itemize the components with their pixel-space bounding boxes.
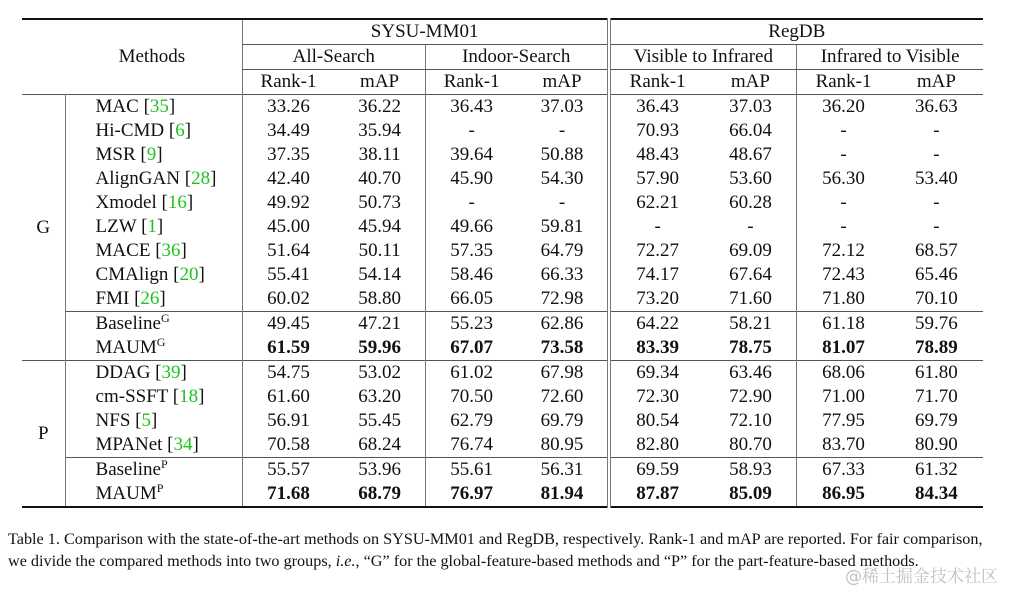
method-name-cell: Xmodel [16] <box>95 192 194 213</box>
value-cell: 54.14 <box>358 264 401 285</box>
table-row <box>22 312 983 337</box>
value-cell: 55.41 <box>242 263 334 287</box>
citation-link[interactable]: 26 <box>140 288 160 309</box>
value-cell: 42.40 <box>242 167 334 191</box>
value-cell: 81.07 <box>797 336 890 361</box>
method-name-cell: MSR [9] <box>95 144 163 165</box>
value-cell: 65.46 <box>915 264 958 285</box>
value-cell: 53.60 <box>729 168 772 189</box>
dataset-header-sysu: SYSU-MM01 <box>242 19 608 45</box>
value-cell: 66.04 <box>729 120 772 141</box>
group-label: G <box>22 95 65 361</box>
value-cell: 70.58 <box>242 433 334 458</box>
value-cell: 77.95 <box>797 409 890 433</box>
method-name: NFS <box>95 410 131 431</box>
table-row <box>22 336 983 361</box>
method-name: cm-SSFT <box>95 386 169 407</box>
value-cell: 36.43 <box>609 95 705 120</box>
value-cell: 69.79 <box>540 410 584 431</box>
method-name: Baseline <box>95 313 161 334</box>
value-cell: 61.59 <box>242 336 334 361</box>
method-name: LZW <box>95 216 137 237</box>
metric-header: Rank-1 <box>242 70 334 95</box>
method-name-cell: MACE [36] <box>95 240 187 261</box>
value-cell: 48.43 <box>609 143 705 167</box>
value-cell: 40.70 <box>358 168 401 189</box>
table-row <box>22 385 983 409</box>
value-cell: 67.98 <box>517 361 608 386</box>
table-row <box>22 263 983 287</box>
value-cell: 83.70 <box>797 433 890 458</box>
value-cell: 53.40 <box>915 168 958 189</box>
value-cell: 50.73 <box>358 192 401 213</box>
value-cell: 67.64 <box>729 264 772 285</box>
citation-link[interactable]: 35 <box>149 96 169 117</box>
value-cell: 54.30 <box>540 168 584 189</box>
value-cell: 70.93 <box>609 119 705 143</box>
value-cell: 61.80 <box>890 361 983 386</box>
value-cell: 56.31 <box>517 458 608 483</box>
method-superscript: P <box>160 457 168 471</box>
value-cell: 64.22 <box>609 312 705 337</box>
methods-header: Methods <box>22 19 242 95</box>
value-cell: 50.11 <box>358 240 401 261</box>
value-cell: 78.89 <box>915 337 958 358</box>
method-name-cell: NFS [5] <box>95 410 158 431</box>
method-name: FMI <box>95 288 130 309</box>
value-cell: 62.86 <box>517 312 608 337</box>
citation-link[interactable]: 6 <box>175 120 185 141</box>
value-cell: 76.97 <box>425 482 517 507</box>
value-cell: 49.45 <box>242 312 334 337</box>
value-cell: 60.28 <box>729 192 772 213</box>
value-cell: 70.50 <box>425 385 517 409</box>
value-cell: 45.90 <box>425 167 517 191</box>
method-name: MAUM <box>95 337 157 358</box>
method-name-cell: cm-SSFT [18] <box>95 386 205 407</box>
value-cell: 59.96 <box>358 337 401 358</box>
value-cell: 57.90 <box>609 167 705 191</box>
header-row-datasets <box>22 19 983 45</box>
value-cell: 68.79 <box>334 482 425 507</box>
value-cell: - <box>558 192 566 213</box>
table-row <box>22 95 983 120</box>
value-cell: 58.80 <box>358 288 401 309</box>
value-cell: 55.23 <box>425 312 517 337</box>
citation-link[interactable]: 18 <box>179 386 199 407</box>
value-cell: 71.00 <box>797 385 890 409</box>
watermark: @稀土掘金技术社区 <box>845 567 998 587</box>
value-cell: 36.63 <box>890 95 983 120</box>
value-cell: 58.21 <box>705 312 797 337</box>
value-cell: 73.20 <box>609 287 705 312</box>
citation-link[interactable]: 36 <box>161 240 181 261</box>
value-cell: 60.02 <box>242 287 334 312</box>
value-cell: 80.54 <box>609 409 705 433</box>
metric-header: mAP <box>360 71 400 92</box>
citation-link[interactable]: 9 <box>146 144 157 165</box>
method-name: MAC <box>95 96 139 117</box>
value-cell: 39.64 <box>425 143 517 167</box>
value-cell: 57.35 <box>425 239 517 263</box>
value-cell: 86.95 <box>797 482 890 507</box>
value-cell: 66.05 <box>425 287 517 312</box>
citation-link[interactable]: 34 <box>173 434 193 455</box>
value-cell: 80.90 <box>915 434 958 455</box>
table-row <box>22 239 983 263</box>
value-cell: - <box>933 120 940 141</box>
value-cell: 36.20 <box>797 95 890 120</box>
method-name-cell <box>65 336 242 361</box>
value-cell: 61.02 <box>425 361 517 386</box>
value-cell: 67.33 <box>797 458 890 483</box>
citation-link[interactable]: 16 <box>167 192 187 213</box>
setting-header-indoor-search: Indoor-Search <box>425 45 608 70</box>
value-cell: 71.60 <box>729 288 772 309</box>
value-cell: 66.33 <box>540 264 584 285</box>
value-cell: 69.59 <box>609 458 705 483</box>
value-cell: 72.98 <box>540 288 584 309</box>
value-cell: 61.32 <box>890 458 983 483</box>
value-cell: 69.79 <box>915 410 958 431</box>
method-name: MAUM <box>95 483 157 504</box>
method-name-cell: MAC [35] <box>65 95 242 120</box>
method-name-cell <box>65 482 242 507</box>
value-cell: 61.60 <box>242 385 334 409</box>
metric-header: mAP <box>730 71 770 92</box>
table-row <box>22 191 983 215</box>
value-cell: - <box>797 215 890 239</box>
value-cell: 69.34 <box>609 361 705 386</box>
setting-header-all-search: All-Search <box>242 45 425 70</box>
value-cell: 45.00 <box>242 215 334 239</box>
value-cell: 68.06 <box>797 361 890 386</box>
value-cell: 76.74 <box>425 433 517 458</box>
value-cell: 67.07 <box>425 336 517 361</box>
value-cell: 72.27 <box>609 239 705 263</box>
value-cell: 70.10 <box>915 288 958 309</box>
table-row <box>22 409 983 433</box>
value-cell: 80.95 <box>540 434 584 455</box>
table-row <box>22 458 983 483</box>
value-cell: 48.67 <box>729 144 772 165</box>
table-row <box>22 482 983 507</box>
value-cell: 68.57 <box>915 240 958 261</box>
value-cell: 54.75 <box>242 361 334 386</box>
method-name-cell: MPANet [34] <box>95 434 199 455</box>
value-cell: 84.34 <box>890 482 983 507</box>
value-cell: 78.75 <box>729 337 772 358</box>
value-cell: - <box>797 143 890 167</box>
method-name-cell: CMAlign [20] <box>95 264 205 285</box>
value-cell: 59.81 <box>540 216 584 237</box>
value-cell: - <box>425 191 517 215</box>
value-cell: 80.70 <box>729 434 772 455</box>
value-cell: 82.80 <box>609 433 705 458</box>
value-cell: 72.60 <box>540 386 584 407</box>
value-cell: 55.45 <box>358 410 401 431</box>
table-row <box>22 433 983 458</box>
metric-header: Rank-1 <box>609 70 705 95</box>
method-superscript: G <box>160 311 170 325</box>
group-label: P <box>22 361 65 508</box>
value-cell: 50.88 <box>540 144 584 165</box>
citation-link[interactable]: 39 <box>161 362 181 383</box>
value-cell: - <box>609 215 705 239</box>
value-cell: 62.79 <box>425 409 517 433</box>
table-row <box>22 361 983 386</box>
value-cell: 36.43 <box>425 95 517 120</box>
value-cell: 72.30 <box>609 385 705 409</box>
value-cell: 56.30 <box>797 167 890 191</box>
method-name-cell <box>65 458 242 483</box>
method-superscript: G <box>156 335 166 349</box>
metric-header: mAP <box>542 71 582 92</box>
value-cell: 83.39 <box>609 336 705 361</box>
value-cell: 62.21 <box>609 191 705 215</box>
value-cell: 49.66 <box>425 215 517 239</box>
value-cell: 35.94 <box>358 120 401 141</box>
value-cell: 53.96 <box>334 458 425 483</box>
value-cell: 33.26 <box>242 95 334 120</box>
value-cell: 71.68 <box>242 482 334 507</box>
value-cell: 56.91 <box>242 409 334 433</box>
caption-ie: i.e. <box>335 552 356 570</box>
value-cell: - <box>797 119 890 143</box>
value-cell: 64.79 <box>540 240 584 261</box>
table-row <box>22 167 983 191</box>
method-name-cell: Hi-CMD [6] <box>95 120 192 141</box>
value-cell: 72.90 <box>729 386 772 407</box>
table-row <box>22 287 983 312</box>
value-cell: - <box>933 216 940 237</box>
method-name: DDAG <box>95 362 151 383</box>
citation-link[interactable]: 20 <box>179 264 199 285</box>
method-name-cell: LZW [1] <box>95 216 164 237</box>
method-superscript: P <box>156 481 164 495</box>
value-cell: 45.94 <box>358 216 401 237</box>
value-cell: 74.17 <box>609 263 705 287</box>
method-name: AlignGAN <box>95 168 180 189</box>
table-row <box>22 143 983 167</box>
comparison-table <box>22 18 983 508</box>
value-cell: 87.87 <box>609 482 705 507</box>
value-cell: 69.09 <box>729 240 772 261</box>
setting-header-visible-to-infrared: Visible to Infrared <box>609 45 797 70</box>
value-cell: 58.93 <box>705 458 797 483</box>
metric-header: mAP <box>916 71 956 92</box>
value-cell: 63.46 <box>705 361 797 386</box>
table-row <box>22 119 983 143</box>
value-cell: - <box>933 144 940 165</box>
citation-link[interactable]: 1 <box>147 216 157 237</box>
setting-header-infrared-to-visible: Infrared to Visible <box>797 45 983 70</box>
method-name: Xmodel <box>95 192 157 213</box>
value-cell: 72.10 <box>729 410 772 431</box>
value-cell: 34.49 <box>242 119 334 143</box>
value-cell: 55.57 <box>242 458 334 483</box>
value-cell: 51.64 <box>242 239 334 263</box>
citation-link[interactable]: 5 <box>141 410 151 431</box>
value-cell: 49.92 <box>242 191 334 215</box>
citation-link[interactable]: 28 <box>191 168 211 189</box>
value-cell: 68.24 <box>358 434 401 455</box>
value-cell: 47.21 <box>334 312 425 337</box>
metric-header: Rank-1 <box>797 70 890 95</box>
method-name: MACE <box>95 240 151 261</box>
value-cell: 37.35 <box>242 143 334 167</box>
value-cell: - <box>933 192 940 213</box>
method-name: Hi-CMD <box>95 120 165 141</box>
method-name-cell: FMI [26] <box>95 288 166 309</box>
value-cell: 36.22 <box>334 95 425 120</box>
value-cell: - <box>425 119 517 143</box>
method-name: MSR <box>95 144 136 165</box>
value-cell: 55.61 <box>425 458 517 483</box>
value-cell: - <box>747 216 754 237</box>
value-cell: - <box>558 120 566 141</box>
value-cell: 37.03 <box>705 95 797 120</box>
value-cell: 58.46 <box>425 263 517 287</box>
value-cell: 53.02 <box>334 361 425 386</box>
value-cell: 37.03 <box>517 95 608 120</box>
method-name-cell: DDAG [39] <box>65 361 242 386</box>
caption-text-1: Table 1. Comparison with the state-of-the-art methods on SYSU-MM01 and RegDB, respectively. Rank-1 and mAP are reported. For fair comparison, we divide the compared methods into two groups, <box>8 530 983 570</box>
table-row <box>22 215 983 239</box>
value-cell: 38.11 <box>358 144 401 165</box>
value-cell: 61.18 <box>797 312 890 337</box>
metric-header: Rank-1 <box>425 70 517 95</box>
value-cell: 72.12 <box>797 239 890 263</box>
value-cell: 85.09 <box>705 482 797 507</box>
value-cell: 81.94 <box>517 482 608 507</box>
dataset-header-regdb: RegDB <box>609 19 983 45</box>
value-cell: 72.43 <box>797 263 890 287</box>
value-cell: 59.76 <box>890 312 983 337</box>
method-name-cell: AlignGAN [28] <box>95 168 217 189</box>
method-name: CMAlign <box>95 264 169 285</box>
method-name-cell <box>65 312 242 337</box>
value-cell: 71.80 <box>797 287 890 312</box>
caption-text-2: , “G” for the global-feature-based methods and “P” for the part-feature-based methods. <box>355 552 919 570</box>
method-name: Baseline <box>95 459 161 480</box>
value-cell: - <box>797 191 890 215</box>
method-name: MPANet <box>95 434 163 455</box>
value-cell: 71.70 <box>915 386 958 407</box>
value-cell: 73.58 <box>540 337 584 358</box>
value-cell: 63.20 <box>358 386 401 407</box>
